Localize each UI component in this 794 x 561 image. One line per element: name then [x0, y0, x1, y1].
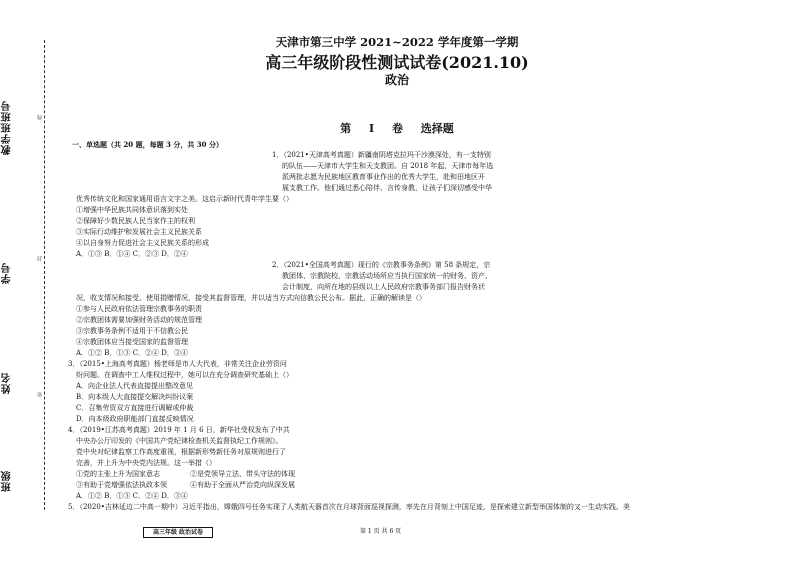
q2-line: 会计制度，向所在地的县级以上人民政府宗教事务部门报告财务状 [282, 283, 485, 291]
student-id-label: 学号 [2, 262, 13, 284]
name-label: 姓名 [2, 372, 13, 394]
footer-exam-label: 高三年级 政治试卷 [143, 527, 213, 538]
q1-option: ①增强中华民族共同体意识落到实处 [76, 206, 188, 214]
q4-line: 中央办公厅印发的《中国共产党纪律检查机关监督执纪工作规则》。 [76, 437, 283, 445]
q3-line: 纷问题。在调查中工人维权过程中，她可以在充分调查研究基础上（） [76, 371, 293, 379]
q4-option: ②是党领导立法、带头守法的体现 [190, 470, 295, 478]
q4-choices: A．①② B．①③ C．②④ D．③④ [76, 492, 188, 500]
q3-option: D．向本级政府职能部门直接反映情况 [76, 415, 194, 423]
q2-option: ③宗教事务条例不适用于不信教公民 [76, 327, 188, 335]
class-label: 班级 [2, 470, 13, 492]
seal-mark: 封 [37, 256, 43, 261]
secret-mark: 密 [37, 392, 43, 397]
q4-option: ④有助于全面从严治党向纵深发展 [190, 481, 295, 489]
q1-choices: A．①③ B．①④ C．②③ D．②④ [76, 250, 188, 258]
q4-option: ①党的主张上升为国家意志 [76, 470, 160, 478]
q2-choices: A．①② B．①③ C．②④ D．③④ [76, 349, 188, 357]
q1-line: 派两批志愿为民族地区教育事业作出的优秀大学生，赴和田地区开 [282, 173, 485, 181]
q5-line: 5．（2020•吉林延边二中高一期中）习近平指出，嫦娥四号任务实现了人类航天器首次在月球背面巡视探测，率先在月背刻上中国足迹，是探索建立新型举国体制的又一生动实践。美 [68, 503, 630, 511]
q4-line: 完善，并上升为中央党内法规。这一举措（） [76, 459, 216, 467]
section-title: 一、单选题（共 20 题，每题 3 分，共 30 分） [72, 140, 223, 149]
q1-line: 展支教工作。他们通过悉心陪伴、言传身教，让孩子们深切感受中华 [282, 184, 492, 192]
q2-line: 2．（2021•全国高考真题）现行的《宗教事务条例》第 58 条规定，宗 [272, 261, 491, 269]
q4-line: 党中央对纪律监察工作高度重视，根据新形势新任务对原规则进行了 [76, 448, 286, 456]
q1-option: ④以自身努力促进社会主义民族关系的形成 [76, 239, 209, 247]
q4-line: 4．（2019•江苏高考真题）2019 年 1 月 6 日，新华社受权发布了中共 [68, 426, 290, 434]
q1-line: 的队伍——天津市大学生和天支教团。自 2018 年起，天津市每年选 [282, 162, 494, 170]
q2-option: ④宗教团体应当接受国家的监督管理 [76, 338, 188, 346]
q1-line: 1．（2021•天津高考真题）新疆南阴塔克拉玛干沙漠深处，有一支特别 [272, 151, 491, 159]
subject-title: 政治 [384, 73, 409, 87]
q1-option: ③实际行动维护和发展社会主义民族关系 [76, 228, 202, 236]
q2-option: ②宗教团体需要加强财务活动的规范管理 [76, 316, 202, 324]
q1-tail: 优秀传统文化和国家通用语言文字之美。这启示新时代青年学生要（） [76, 195, 293, 203]
q2-option: ①参与人民政府依法管理宗教事务的职责 [76, 305, 202, 313]
q2-line: 教团体、宗教院校、宗教活动场所应当执行国家统一的财务、资产、 [282, 272, 492, 280]
q2-tail: 况，收支情况和接受、使用捐赠情况，接受其监督管理，并以适当方式向信教公民公布。据此，正确的解读是（） [76, 294, 426, 302]
seal-line [44, 40, 45, 510]
exam-id-label: 教学班班号 [2, 100, 13, 155]
page-number: 第 1 页 共 6 页 [360, 528, 402, 535]
q3-option: B．向本级人大直接提交解决纠纷议案 [76, 393, 194, 401]
q1-option: ②保障好少数民族人民当家作主的权利 [76, 217, 195, 225]
school-term: 天津市第三中学 2021~2022 学年度第一学期 [275, 35, 519, 49]
q3-option: A．向企业法人代表直接提出整改意见 [76, 382, 194, 390]
q3-option: C．召集劳资双方直接进行调解或仲裁 [76, 404, 194, 412]
q3-line: 3．（2015•上海高考真题）杨老师是市人大代表，非常关注企业劳资问 [68, 360, 287, 368]
exam-title: 高三年级阶段性测试试卷(2021.10) [265, 53, 529, 72]
line-mark: 线 [37, 115, 43, 120]
part-title: 第 I 卷 选择题 [340, 122, 454, 135]
q4-option: ③有助于党增强依法执政本领 [76, 481, 167, 489]
